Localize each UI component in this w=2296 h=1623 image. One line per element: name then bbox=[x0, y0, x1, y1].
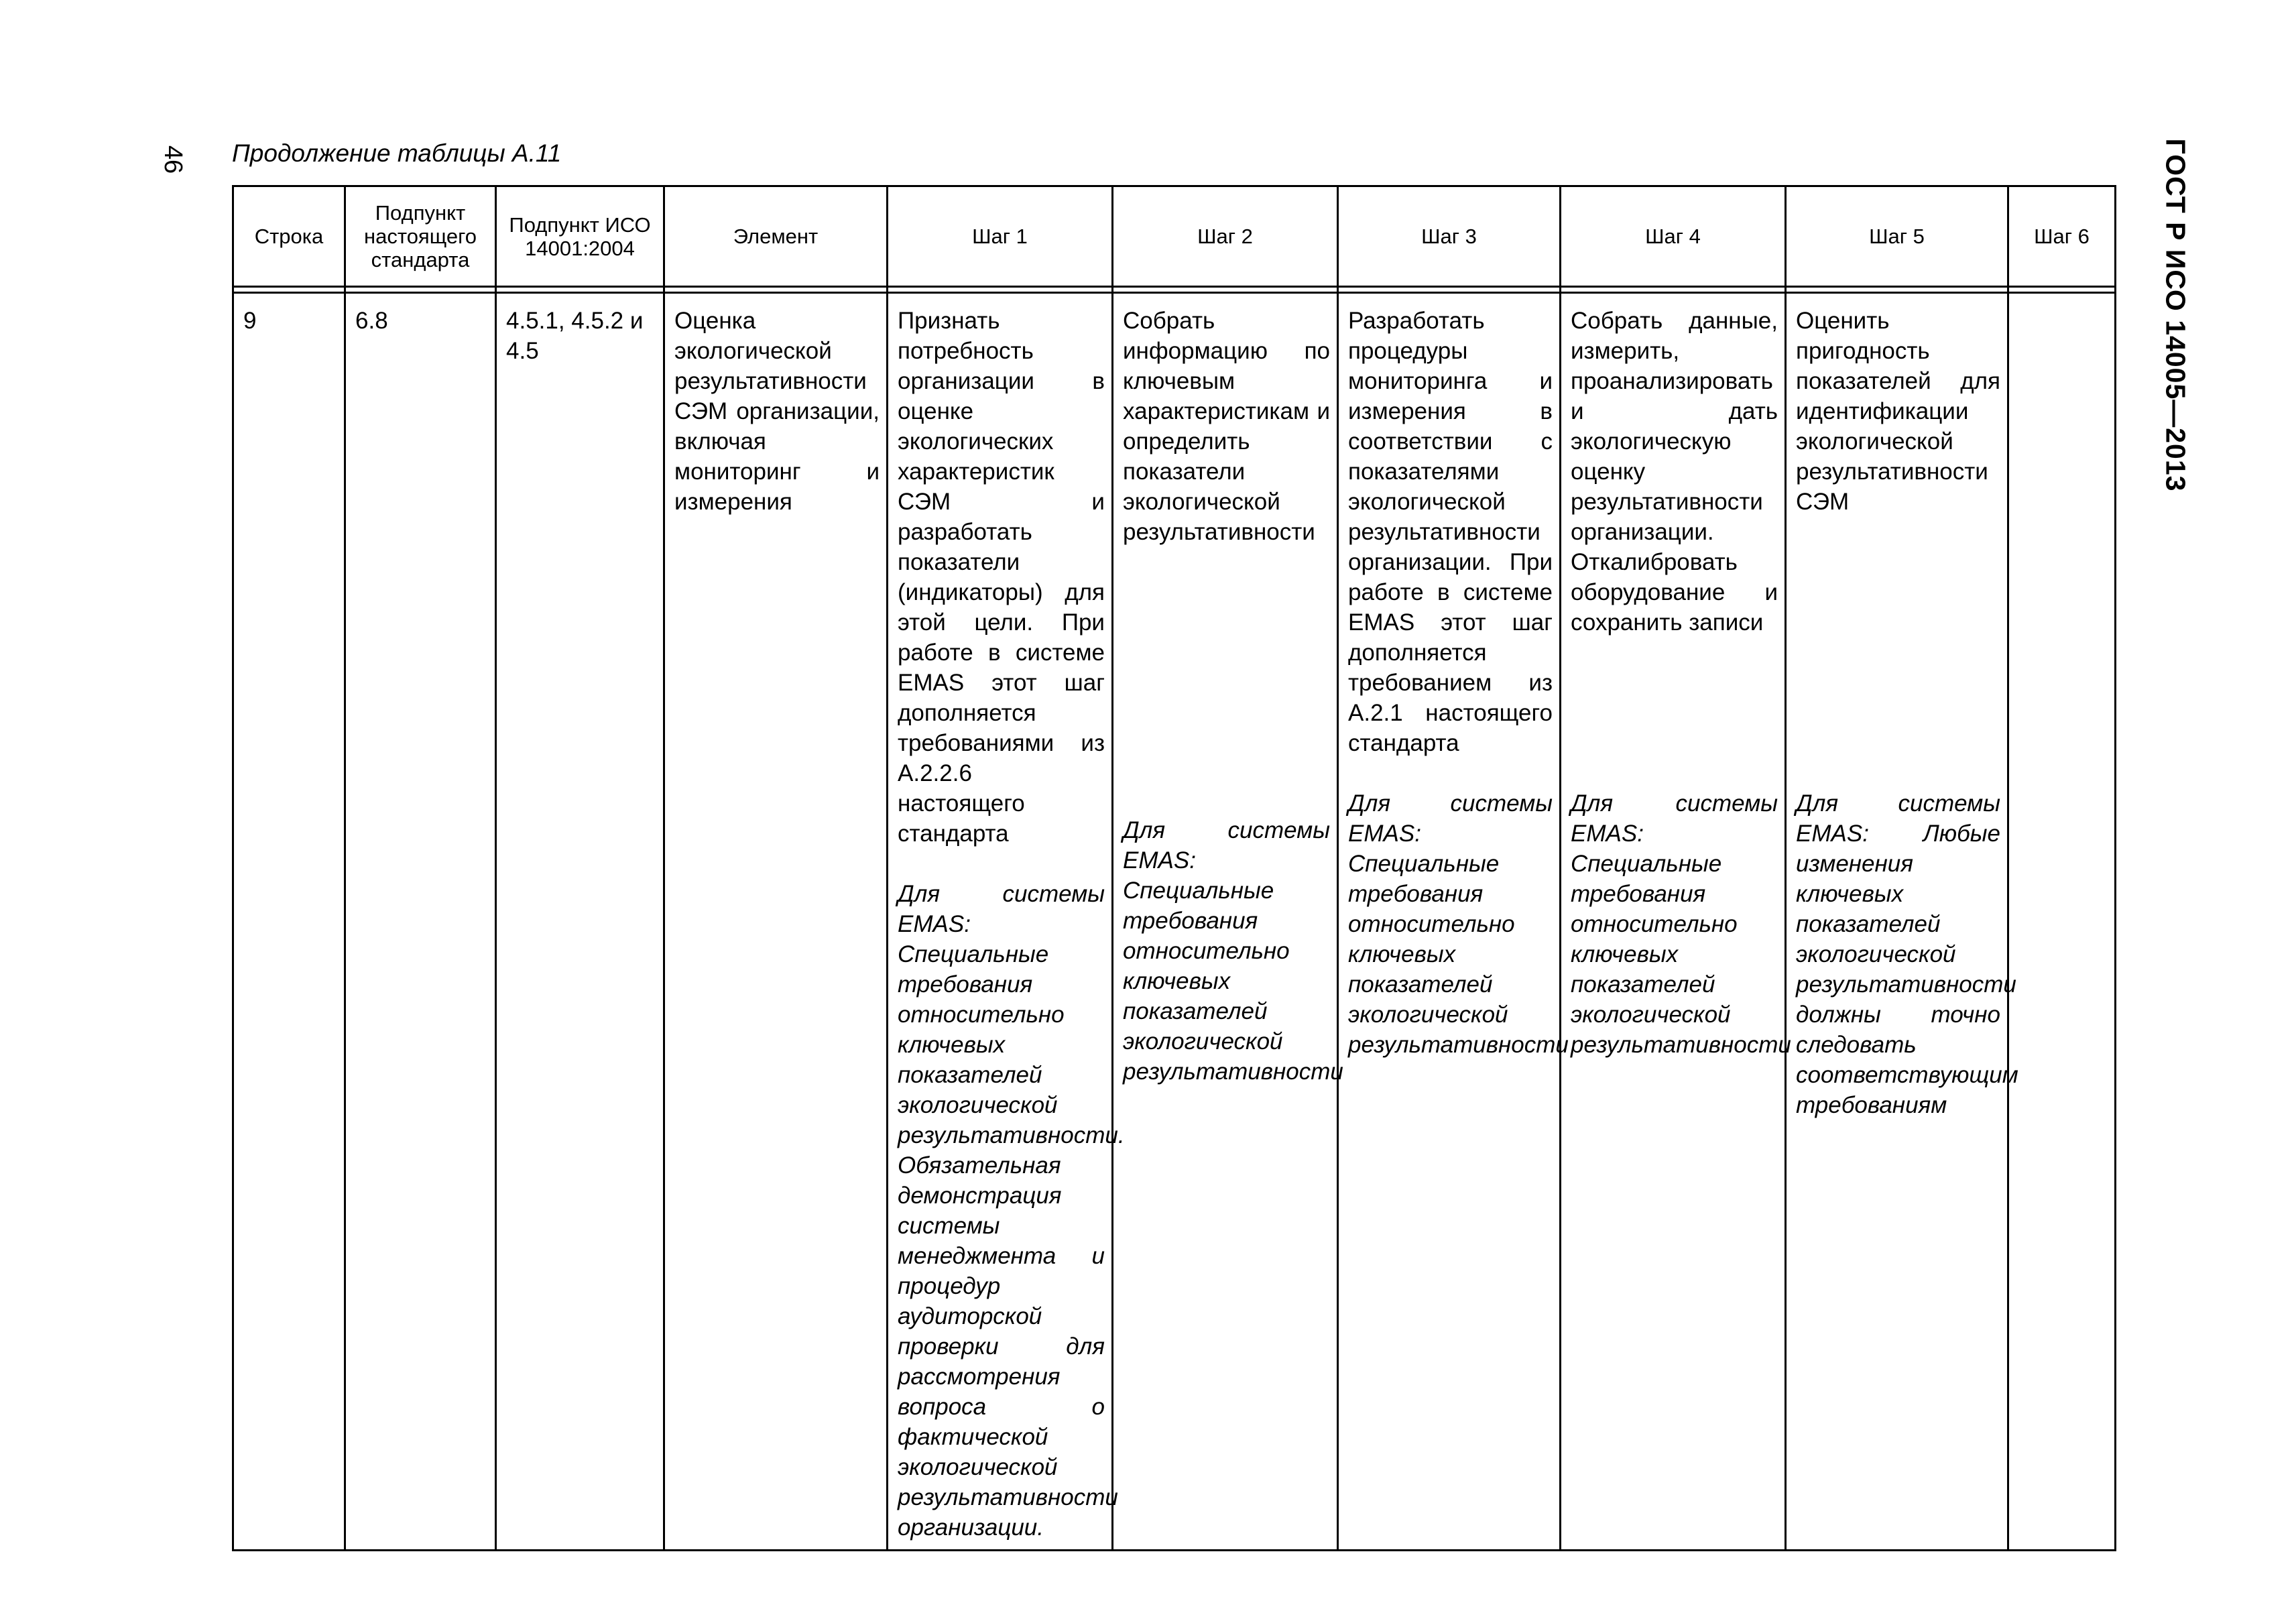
table-row bbox=[233, 293, 2116, 1551]
header-separator bbox=[233, 287, 2116, 293]
header-step-4: Шаг 4 bbox=[1561, 186, 1786, 287]
standard-title: ГОСТ Р ИСО 14005—2013 bbox=[2160, 138, 2191, 492]
step-1-text: Признать потребность организации в оценке экологических характеристик СЭМ и разработать показатели (индикаторы) для этой цели. При работе в системе EMAS этот шаг дополняется требованиями из А.2.2.6 настоящего стандарта bbox=[898, 308, 1105, 847]
step-5-text: Оценить пригодность показателей для идентификации экологической результативности СЭМ bbox=[1796, 308, 2000, 515]
cell-element: Оценка экологической результативности СЭМ организации, включая мониторинг и измерения bbox=[664, 293, 888, 1551]
step-5-emas-note: Для системы EMAS: Любые изменения ключевых показателей экологической результативности должны точно следовать соответствующим требованиям bbox=[1796, 790, 2018, 1118]
cell-step-3 bbox=[1338, 293, 1569, 1551]
header-step-5: Шаг 5 bbox=[1786, 186, 2008, 287]
cell-step-4 bbox=[1561, 293, 1791, 1551]
cell-step-1 bbox=[888, 293, 1125, 1551]
page-number: 46 bbox=[159, 145, 187, 174]
header-step-1: Шаг 1 bbox=[888, 186, 1113, 287]
cell-step-2 bbox=[1113, 293, 1343, 1551]
table-caption: Продолжение таблицы А.11 bbox=[232, 139, 562, 167]
header-step-6: Шаг 6 bbox=[2008, 186, 2116, 287]
step-1-emas-note: Для системы EMAS: Специальные требования относительно ключевых показателей экологической результативности. Обязательная демонстрация системы менеджмента и процедур аудиторской проверки для рассмотрения вопроса о фактической экологической результативности организации. bbox=[898, 881, 1125, 1541]
cell-row-number: 9 bbox=[233, 293, 345, 1551]
header-row-number: Строка bbox=[233, 186, 345, 287]
cell-iso-subclause: 4.5.1, 4.5.2 и 4.5 bbox=[496, 293, 664, 1551]
step-3-text: Разработать процедуры мониторинга и измерения в соответствии с показателями экологической результативности организации. При работе в системе EMAS этот шаг дополняется требованием из А.2.1 настоящего стандарта bbox=[1348, 308, 1553, 756]
requirements-table bbox=[232, 185, 2116, 1551]
header-row bbox=[233, 186, 2116, 287]
step-2-emas-note: Для системы EMAS: Специальные требования относительно ключевых показателей экологической результативности bbox=[1123, 817, 1343, 1085]
step-4-emas-note: Для системы EMAS: Специальные требования относительно ключевых показателей экологической результативности bbox=[1571, 790, 1791, 1058]
step-3-emas-note: Для системы EMAS: Специальные требования относительно ключевых показателей экологической результативности bbox=[1348, 790, 1569, 1058]
cell-step-6 bbox=[2008, 293, 2116, 1551]
step-2-text: Собрать информацию по ключевым характеристикам и определить показатели экологической результативности bbox=[1123, 308, 1330, 545]
header-step-2: Шаг 2 bbox=[1113, 186, 1338, 287]
cell-step-5 bbox=[1786, 293, 2018, 1551]
step-4-text: Собрать данные, измерить, проанализировать и дать экологическую оценку результативности организации. Откалибровать оборудование и сохранить записи bbox=[1571, 308, 1778, 636]
header-step-3: Шаг 3 bbox=[1338, 186, 1561, 287]
cell-subclause: 6.8 bbox=[345, 293, 496, 1551]
header-subclause: Подпункт настоящего стандарта bbox=[345, 186, 496, 287]
header-element: Элемент bbox=[664, 186, 888, 287]
header-iso-subclause: Подпункт ИСО 14001:2004 bbox=[496, 186, 664, 287]
